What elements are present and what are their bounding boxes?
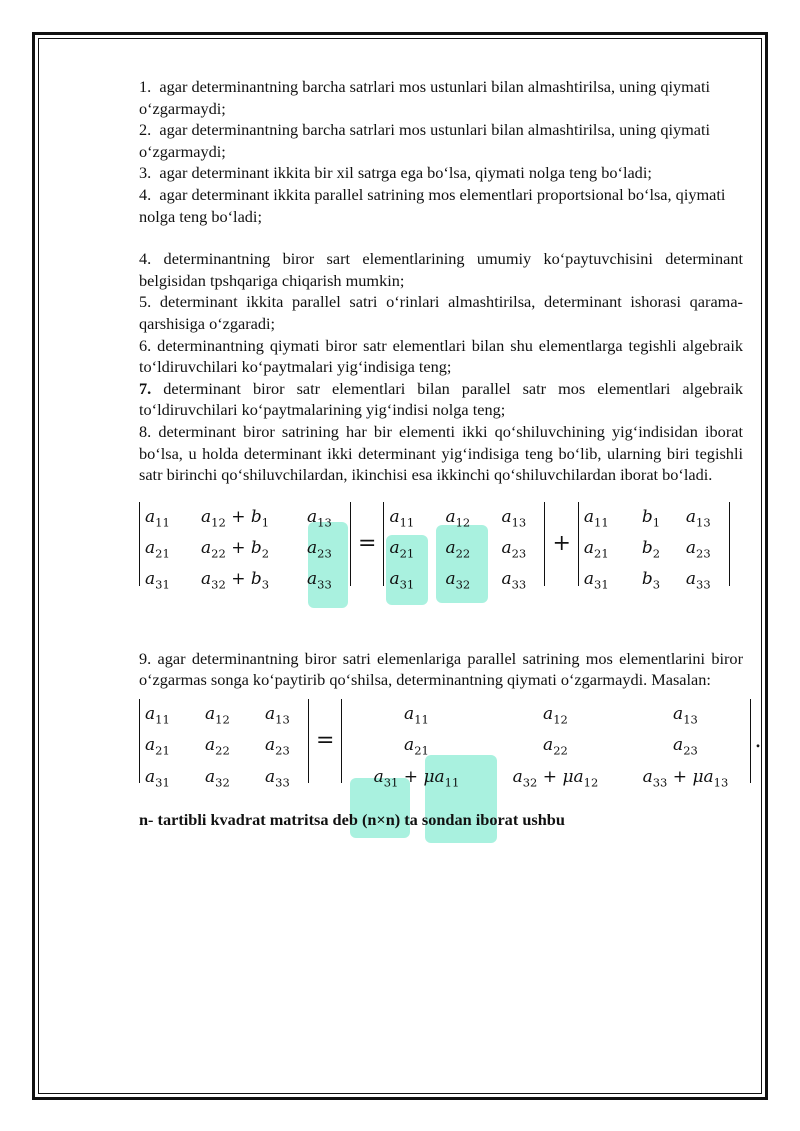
matrix-row xyxy=(389,535,539,566)
equals-sign: = xyxy=(316,728,335,754)
matrix-cell: $a_{22} + b_2$ xyxy=(201,538,270,561)
matrix-cell: $a_{21}$ xyxy=(389,538,415,561)
final-line: n- tartibli kvadrat matritsa deb (n×n) ta sondan iborat ushbu xyxy=(139,809,565,829)
matrix-cell: $a_{11}$ xyxy=(404,703,429,727)
matrix-cell: $a_{31}$ xyxy=(583,569,609,592)
matrix-row xyxy=(145,764,303,795)
formula-sum-of-determinants xyxy=(139,494,743,594)
matrix-row xyxy=(145,535,345,566)
paragraph-2: 2. agar determinantning barcha satrlari mos ustunlari bilan almashtirilsa, uning qiymati o‘zgarmaydi; xyxy=(139,120,711,161)
matrix-row xyxy=(584,504,724,535)
matrix-row xyxy=(389,566,539,597)
matrix-cell: $a_{23}$ xyxy=(673,735,698,758)
document-body xyxy=(139,76,762,830)
matrix-cell: $a_{12}$ xyxy=(445,506,471,530)
matrix-cell: $a_{13}$ xyxy=(501,506,527,530)
matrix-cell: $a_{13}$ xyxy=(673,703,698,727)
determinant-left xyxy=(139,502,351,592)
matrix-cell: $a_{11}$ xyxy=(145,703,170,727)
property-5: 5. determinant ikkita parallel satri o‘rinlari almashtirilsa, determinant ishorasi qarama-qarshisiga o‘zgaradi; xyxy=(139,292,743,333)
matrix-cell: $a_{32}$ xyxy=(205,766,230,790)
matrix-cell: $a_{32} + \mu a_{12}$ xyxy=(512,766,599,790)
determinant-modified xyxy=(341,699,751,790)
paragraph-1: 1. agar determinantning barcha satrlari mos ustunlari bilan almashtirilsa, uning qiymati o‘zgarmaydi; xyxy=(139,77,711,118)
matrix-cell: $a_{32}$ xyxy=(445,569,471,592)
matrix-cell: $a_{33}$ xyxy=(501,569,527,592)
matrix-cell: $a_{12}$ xyxy=(543,703,568,727)
matrix-cell: $b_2$ xyxy=(641,538,661,561)
matrix-cell: $a_{13}$ xyxy=(307,506,332,530)
property-4: 4. determinantning biror sart elementlarining umumiy ko‘paytuvchisini determinant belgisidan tpshqariga chiqarish mumkin; xyxy=(139,249,743,290)
property-7: 7. determinant biror satr elementlari bilan parallel satr mos elementlari algebraik to‘ldiruvchilari ko‘paytmalarining yig‘indisi nolga teng; xyxy=(139,378,743,420)
matrix-cell: $a_{22}$ xyxy=(205,735,230,758)
matrix-cell: $a_{21}$ xyxy=(145,538,170,561)
matrix-row xyxy=(347,764,745,795)
matrix-cell: $a_{12} + b_1$ xyxy=(201,506,270,530)
paragraph-4: 4. agar determinant ikkita parallel satrining mos elementlari proportsional bo‘lsa, qiymati nolga teng bo‘ladi; xyxy=(139,184,726,226)
matrix-cell: $a_{32} + b_3$ xyxy=(201,569,270,592)
matrix-cell: $a_{13}$ xyxy=(265,703,290,727)
matrix-cell: $b_3$ xyxy=(641,569,661,592)
property-6: 6. determinantning qiymati biror satr elementlari bilan shu elementlarga tegishli algebraik to‘ldiruvchilari ko‘paytmalari yig‘indisiga teng; xyxy=(139,335,743,377)
matrix-cell: $a_{13}$ xyxy=(685,506,711,530)
matrix-row xyxy=(584,535,724,566)
matrix-cell: $a_{22}$ xyxy=(445,538,471,561)
matrix-row xyxy=(145,732,303,763)
determinant-middle xyxy=(383,502,545,592)
matrix-cell: $a_{33}$ xyxy=(265,766,290,790)
matrix-cell: $a_{11}$ xyxy=(145,506,170,530)
matrix-cell: $a_{11}$ xyxy=(583,506,609,530)
matrix-cell: $a_{23}$ xyxy=(501,538,527,561)
matrix-row xyxy=(584,566,724,597)
property-9: 9. agar determinantning biror satri elemenlariga parallel satrining mos elementlarini biror o‘zgarmas songa ko‘paytirib qo‘shilsa, determinantning qiymati o‘zgarmaydi. Masalan: xyxy=(139,648,743,690)
equals-sign: = xyxy=(358,530,377,556)
matrix-cell: $a_{33}$ xyxy=(307,569,332,592)
matrix-cell: $a_{31}$ xyxy=(145,569,170,592)
matrix-cell: $a_{23}$ xyxy=(307,538,332,561)
matrix-row xyxy=(145,566,345,597)
matrix-cell: $a_{22}$ xyxy=(543,735,568,758)
determinant-right xyxy=(578,502,730,592)
matrix-cell: $a_{21}$ xyxy=(404,735,429,758)
matrix-row xyxy=(347,701,745,732)
matrix-cell: $a_{31}$ xyxy=(145,766,170,790)
matrix-row xyxy=(145,504,345,535)
plus-sign: + xyxy=(552,530,571,556)
matrix-cell: $b_1$ xyxy=(641,506,661,530)
matrix-cell: $a_{33}$ xyxy=(685,569,711,592)
determinant-original xyxy=(139,699,309,790)
matrix-row xyxy=(347,732,745,763)
paragraph-3: 3. agar determinant ikkita bir xil satrga ega bo‘lsa, qiymati nolga teng bo‘ladi; xyxy=(139,163,652,183)
period: . xyxy=(754,728,762,754)
matrix-cell: $a_{33} + \mu a_{13}$ xyxy=(642,766,729,790)
matrix-cell: $a_{11}$ xyxy=(389,506,415,530)
matrix-cell: $a_{21}$ xyxy=(145,735,170,758)
matrix-cell: $a_{31}$ xyxy=(389,569,415,592)
matrix-cell: $a_{12}$ xyxy=(205,703,230,727)
matrix-row xyxy=(389,504,539,535)
matrix-cell: $a_{21}$ xyxy=(583,538,609,561)
matrix-cell: $a_{31} + \mu a_{11}$ xyxy=(373,766,460,790)
formula-row-addition xyxy=(139,691,762,791)
matrix-cell: $a_{23}$ xyxy=(265,735,290,758)
matrix-cell: $a_{23}$ xyxy=(685,538,711,561)
property-8: 8. determinant biror satrining har bir elementi ikki qo‘shiluvchining yig‘indisidan iborat bo‘lsa, u holda determinant ikki determinant yig‘indisiga teng bo‘lib, ularning biri tegishli satr birinchi qo‘shiluvchilardan, ikinchisi esa ikkinchi qo‘shiluvchilardan iborat bo‘ladi. xyxy=(139,421,743,485)
matrix-row xyxy=(145,701,303,732)
